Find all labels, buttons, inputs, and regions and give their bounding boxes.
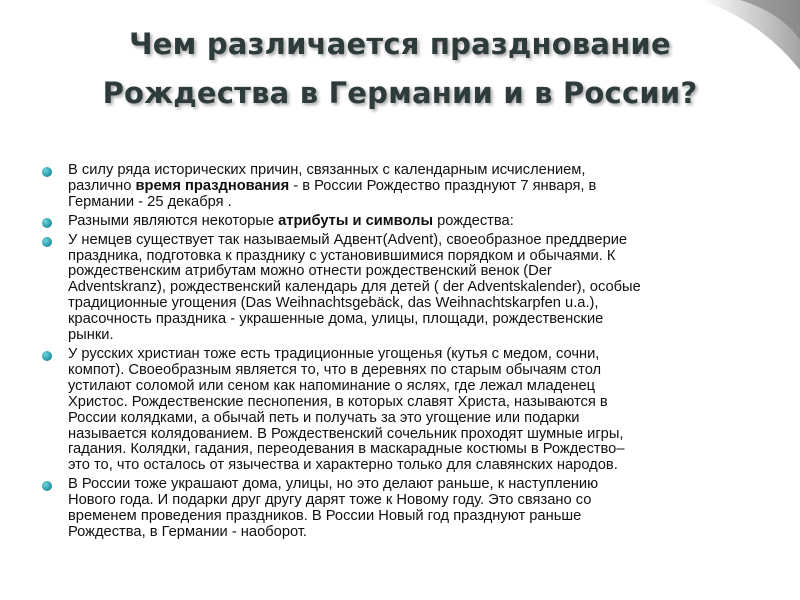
text-segment: Германии - 25 декабря . — [68, 193, 232, 210]
text-segment: компот). Своеобразным является то, что в деревнях по старым обычаям стол — [68, 361, 602, 378]
text-line — [68, 363, 730, 379]
text-segment: В России тоже украшают дома, улицы, но это делают раньше, к наступлению — [68, 476, 599, 493]
text-segment: традиционные угощения (Das Weihnachtsgebäck, das Weihnachtskarpfen u.a.), — [68, 295, 599, 312]
text-segment: рождественским атрибутам можно отнести рождественский венок (Der — [68, 263, 552, 280]
text-segment: праздника, подготовка к празднику с установившимися порядком и обычаями. К — [68, 247, 616, 264]
text-line — [68, 328, 730, 344]
bullet-list — [42, 163, 730, 544]
text-segment: Христос. Рождественские песнопения, в которых славят Христа, называются в — [68, 393, 608, 410]
bold-text: атрибуты и символы — [278, 212, 433, 229]
bullet-icon — [42, 167, 52, 177]
text-segment: различно — [68, 177, 136, 194]
text-line — [68, 280, 730, 296]
text-segment: рынки. — [68, 327, 114, 344]
title-line-1: Чем различается празднование — [129, 27, 671, 61]
text-segment: Нового года. И подарки друг другу дарят тоже к Новому году. Это связано со — [68, 492, 592, 509]
text-line — [68, 442, 730, 458]
text-segment: В силу ряда исторических причин, связанных с календарным исчислением, — [68, 162, 586, 178]
text-line — [68, 427, 730, 443]
text-line — [68, 458, 730, 474]
text-line — [68, 195, 730, 211]
text-segment: временем проведения праздников. В России Новый год празднуют раньше — [68, 508, 582, 525]
text-segment: гадания. Колядки, гадания, переодевания в маскарадные костюмы в Рождество– — [68, 441, 625, 458]
bold-text: время празднования — [135, 177, 290, 194]
bullet-icon — [42, 237, 52, 247]
text-line — [68, 264, 730, 280]
text-line — [68, 179, 730, 195]
text-line — [68, 395, 730, 411]
bullet-item — [42, 233, 730, 344]
text-segment: У немцев существует так называемый Адвент(Advent), своеобразное преддверие — [68, 231, 628, 248]
text-line — [68, 214, 730, 230]
text-segment: Adventskranz), рождественский календарь для детей ( der Adventskalender), особые — [68, 279, 641, 296]
text-line — [68, 411, 730, 427]
text-segment: рождества: — [433, 212, 514, 229]
bullet-item — [42, 214, 730, 230]
text-line — [68, 379, 730, 395]
bullet-icon — [42, 351, 52, 361]
text-line — [68, 525, 730, 541]
bullet-item — [42, 163, 730, 211]
bullet-item — [42, 347, 730, 474]
text-line — [68, 233, 730, 249]
text-segment: устилают соломой или сеном как напоминание о яслях, где лежал младенец — [68, 377, 596, 394]
text-segment: России колядками, а обычай петь и получать за это угощение или подарки — [68, 409, 580, 426]
text-segment: - в России Рождество празднуют 7 января, в — [289, 177, 597, 194]
text-segment: Рождества, в Германии - наоборот. — [68, 523, 308, 540]
text-line — [68, 312, 730, 328]
text-segment: называется колядованием. В Рождественский сочельник проходят шумные игры, — [68, 425, 624, 442]
text-line — [68, 477, 730, 493]
title-line-2: Рождества в Германии и в России? — [102, 76, 698, 110]
text-segment: красочность праздника - украшенные дома, улицы, площади, рождественские — [68, 311, 604, 328]
text-segment: У русских христиан тоже есть традиционные угощенья (кутья с медом, сочни, — [68, 345, 600, 362]
slide-title — [20, 20, 780, 118]
text-line — [68, 493, 730, 509]
text-line — [68, 296, 730, 312]
text-line — [68, 163, 730, 179]
bullet-item — [42, 477, 730, 541]
text-line — [68, 249, 730, 265]
text-line — [68, 509, 730, 525]
bullet-icon — [42, 481, 52, 491]
bullet-icon — [42, 218, 52, 228]
text-segment: Разными являются некоторые — [68, 212, 279, 229]
text-segment: это то, что осталось от язычества и характерно только для славянских народов. — [68, 457, 618, 474]
text-line — [68, 347, 730, 363]
